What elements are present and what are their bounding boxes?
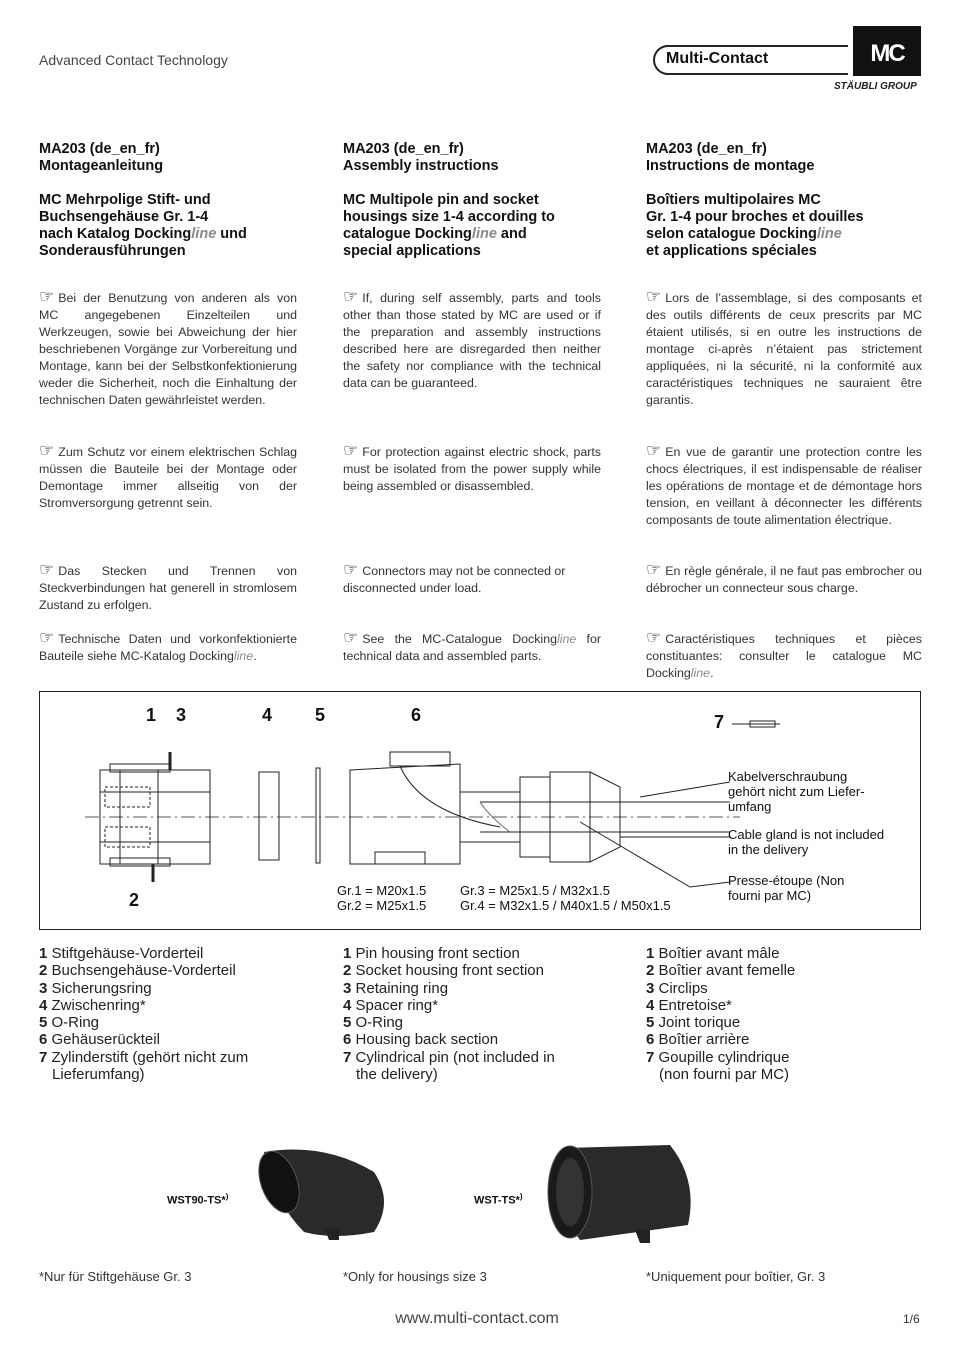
note-p1: ☞ If, during self assembly, parts and tools other than those stated by MC are used or if the preparation and assembly instructions described here are disregarded then neither the safety nor compliance with the technical data can be guaranteed.	[343, 287, 601, 390]
pointing-hand-icon: ☞	[646, 287, 662, 306]
list-item: 2 Socket housing front section	[343, 962, 544, 980]
footnote-en: *Only for housings size 3	[343, 1269, 487, 1284]
list-item: 5 O-Ring	[343, 1014, 404, 1032]
note-p3: ☞ Connectors may not be connected or disconnected under load.	[343, 560, 566, 595]
doc-id: MA203 (de_en_fr)	[646, 141, 767, 157]
parts-list-de	[39, 945, 248, 1083]
doc-type: Instructions de montage	[646, 158, 815, 174]
pointing-hand-icon: ☞	[343, 628, 359, 647]
list-item: 2 Boîtier avant femelle	[646, 962, 796, 980]
part-number-7: 7	[714, 712, 725, 732]
parts-list-fr	[646, 945, 795, 1083]
list-item: 2 Buchsengehäuse-Vorderteil	[39, 962, 236, 980]
list-item: 1 Stiftgehäuse-Vorderteil	[39, 945, 204, 962]
doc-type: Montageanleitung	[39, 158, 164, 174]
header-tagline: Advanced Contact Technology	[39, 52, 228, 68]
wst90-boot-image	[244, 1142, 394, 1242]
footnote-fr: *Uniquement pour boîtier, Gr. 3	[646, 1269, 826, 1284]
doc-subtitle: MC Mehrpolige Stift- und Buchsengehäuse Gr. 1-4 nach Katalog Dockingline und Sonderausführungen	[39, 192, 247, 259]
list-item: 5 O-Ring	[39, 1014, 100, 1032]
pointing-hand-icon: ☞	[646, 560, 662, 579]
list-item: 6 Housing back section	[343, 1031, 499, 1049]
list-item: 4 Entretoise*	[646, 996, 732, 1014]
pointing-hand-icon: ☞	[343, 441, 359, 460]
column-fr	[646, 141, 922, 260]
thread-sizes-right: Gr.3 = M25x1.5 / M32x1.5 Gr.4 = M32x1.5 / M40x1.5 / M50x1.5	[460, 883, 671, 913]
pointing-hand-icon: ☞	[39, 560, 55, 579]
part-number-3: 3	[176, 705, 187, 725]
footnote-de: *Nur für Stiftgehäuse Gr. 3	[39, 1269, 192, 1284]
note-p4: ☞ Caractéristiques techniques et pièces constituantes: consulter le catalogue MC Dockingline.	[646, 628, 922, 680]
note-p3: ☞ En règle générale, il ne faut pas embrocher ou débrocher un connecteur sous charge.	[646, 560, 922, 595]
website-url[interactable]: www.multi-contact.com	[395, 1310, 559, 1327]
column-en	[343, 141, 601, 260]
product-label-wst90: WST90-TS*)	[167, 1192, 229, 1207]
parts-list-en	[343, 945, 555, 1083]
exploded-assembly-drawing	[39, 691, 921, 930]
pointing-hand-icon: ☞	[39, 287, 55, 306]
list-item: 7 Goupille cylindrique	[646, 1048, 790, 1066]
list-item: 4 Spacer ring*	[343, 996, 439, 1014]
list-item-continued: Lieferumfang)	[52, 1066, 145, 1084]
thread-sizes-left: Gr.1 = M20x1.5 Gr.2 = M25x1.5	[337, 883, 427, 913]
note-p2: ☞ En vue de garantir une protection contre les chocs électriques, il est indispensable de réaliser les opérations de montage et de démontage hors tension, en veillant à déconnecter les différents composants de toute alimentation électrique.	[646, 441, 922, 527]
doc-subtitle: MC Multipole pin and socket housings size 1-4 according to catalogue Dockingline and special applications	[343, 192, 555, 259]
part-number-1: 1	[146, 705, 157, 725]
doc-id: MA203 (de_en_fr)	[343, 141, 464, 157]
callout-fr: Presse-étoupe (Non fourni par MC)	[728, 873, 845, 903]
note-p4: ☞ See the MC-Catalogue Dockingline for technical data and assembled parts.	[343, 628, 602, 663]
list-item-continued: (non fourni par MC)	[659, 1066, 790, 1084]
pointing-hand-icon: ☞	[343, 287, 359, 306]
column-de	[39, 141, 297, 260]
note-p1: ☞ Lors de l’assemblage, si des composants et des outils différents de ceux prescrits par MC étaient utilisés, si en outre les instructions de montage ci-après n’étaient pas strictement appliquées, ni la sécurité, ni la conformité aux caractéristiques techniques ne sauraient être garantis.	[646, 287, 922, 407]
note-p1: ☞ Bei der Benutzung von anderen als von MC angegebenen Einzelteilen und Werkzeugen, sowie bei Abweichung der hier beschriebenen Vorgänge zur Vorbereitung und Montage, kann bei der Selbstkonfektionierung weder die Sicherheit, noch die Einhaltung der technischen Daten gewährleistet werden.	[39, 287, 297, 407]
part-number-2: 2	[129, 890, 140, 910]
part-number-4: 4	[262, 705, 273, 725]
pointing-hand-icon: ☞	[343, 560, 359, 579]
list-item: 1 Pin housing front section	[343, 945, 520, 962]
list-item: 4 Zwischenring*	[39, 996, 146, 1014]
group-name: STÄUBLI GROUP	[834, 81, 917, 92]
callout-en: Cable gland is not included in the delivery	[728, 827, 885, 857]
product-label-wst: WST-TS*)	[474, 1192, 523, 1207]
page-number: 1/6	[903, 1312, 920, 1326]
callout-de: Kabelverschraubung gehört nicht zum Liefer- umfang	[728, 769, 865, 814]
pointing-hand-icon: ☞	[646, 628, 662, 647]
pointing-hand-icon: ☞	[646, 441, 662, 460]
pointing-hand-icon: ☞	[39, 441, 55, 460]
list-item: 3 Sicherungsring	[39, 979, 152, 997]
doc-id: MA203 (de_en_fr)	[39, 141, 160, 157]
doc-type: Assembly instructions	[343, 158, 499, 174]
part-number-5: 5	[315, 705, 326, 725]
list-item: 7 Cylindrical pin (not included in	[343, 1048, 555, 1066]
list-item: 3 Retaining ring	[343, 979, 449, 997]
list-item-continued: the delivery)	[356, 1066, 438, 1084]
list-item: 3 Circlips	[646, 979, 708, 997]
note-p2: ☞ Zum Schutz vor einem elektrischen Schlag müssen die Bauteile bei der Montage oder Demontage immer allseitig von der Stromversorgung getrennt sein.	[39, 441, 297, 510]
mc-logo: MC	[853, 26, 921, 76]
logo-text: Multi-Contact	[666, 50, 769, 67]
list-item: 6 Gehäuserückteil	[39, 1031, 160, 1049]
list-item: 7 Zylinderstift (gehört nicht zum	[39, 1048, 249, 1066]
doc-subtitle: Boîtiers multipolaires MC Gr. 1-4 pour broches et douilles selon catalogue Dockingline et applications spéciales	[646, 192, 864, 259]
pointing-hand-icon: ☞	[39, 628, 55, 647]
list-item: 5 Joint torique	[646, 1014, 741, 1032]
list-item: 1 Boîtier avant mâle	[646, 945, 780, 962]
part-number-6: 6	[411, 705, 422, 725]
note-p2: ☞ For protection against electric shock, parts must be isolated from the power supply while being assembled or disassembled.	[343, 441, 601, 493]
note-p3: ☞ Das Stecken und Trennen von Steckverbindungen hat generell in stromlosem Zustand zu erfolgen.	[39, 560, 297, 612]
note-p4: ☞ Technische Daten und vorkonfektionierte Bauteile siehe MC-Katalog Dockingline.	[39, 628, 297, 663]
list-item: 6 Boîtier arrière	[646, 1031, 750, 1049]
wst-boot-image	[540, 1140, 700, 1245]
